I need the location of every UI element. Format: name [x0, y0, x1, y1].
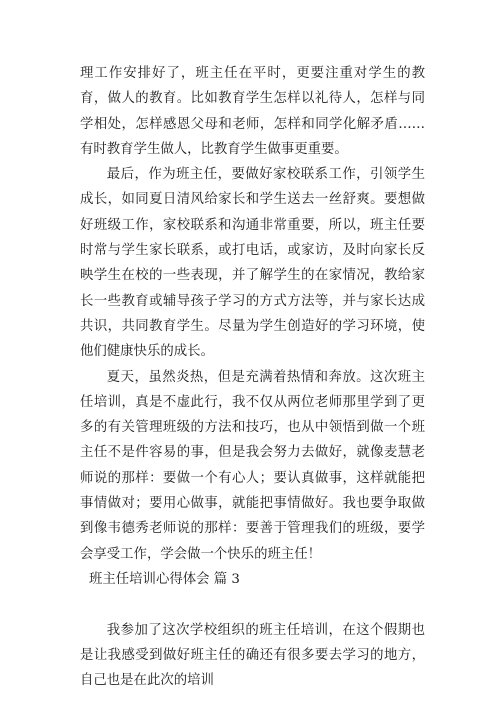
- paragraph-after-heading: 我参加了这次学校组织的班主任培训，在这个假期也是让我感受到做好班主任的确还有很多要去学习的地方，自己也是在此次的培训: [80, 622, 425, 689]
- paragraph-continued: 理工作安排好了，班主任在平时，更要注重对学生的教育，做人的教育。比如教育学生怎样以礼待人，怎样与同学相处，怎样感恩父母和老师，怎样和同学化解矛盾……有时教育学生做人，比教育学生做事更重要。: [80, 66, 425, 157]
- paragraph-home-school-contact: 最后，作为班主任，要做好家校联系工作，引领学生成长，如同夏日清风给家长和学生送去一丝舒爽。要想做好班级工作，家校联系和沟通非常重要，所以，班主任要时常与学生家长联系，或打电话，或家访，及时向家长反映学生在校的一些表现，并了解学生的在家情况，教给家长一些教育或辅导孩子学习的方式方法等，并与家长达成共识，共同教育学生。尽量为学生创造好的学习环境，使他们健康快乐的成长。: [80, 167, 425, 360]
- section-heading: 班主任培训心得体会 篇 3: [89, 571, 240, 587]
- blank-line: [80, 592, 425, 617]
- document-body: [80, 61, 425, 693]
- paragraph-summer-training: 夏天，虽然炎热，但是充满着热情和奔放。这次班主任培训，真是不虚此行，我不仅从两位老师那里学到了更多的有关管理班级的方法和技巧，也从中领悟到做一个班主任不是件容易的事，但是我会努力去做好，就像麦慧老师说的那样：要做一个有心人；要认真做事，这样就能把事情做对；要用心做事，就能把事情做好。我也要争取做到像韦德秀老师说的那样：要善于管理我们的班级，要学会享受工作，学会做一个快乐的班主任！: [80, 369, 425, 562]
